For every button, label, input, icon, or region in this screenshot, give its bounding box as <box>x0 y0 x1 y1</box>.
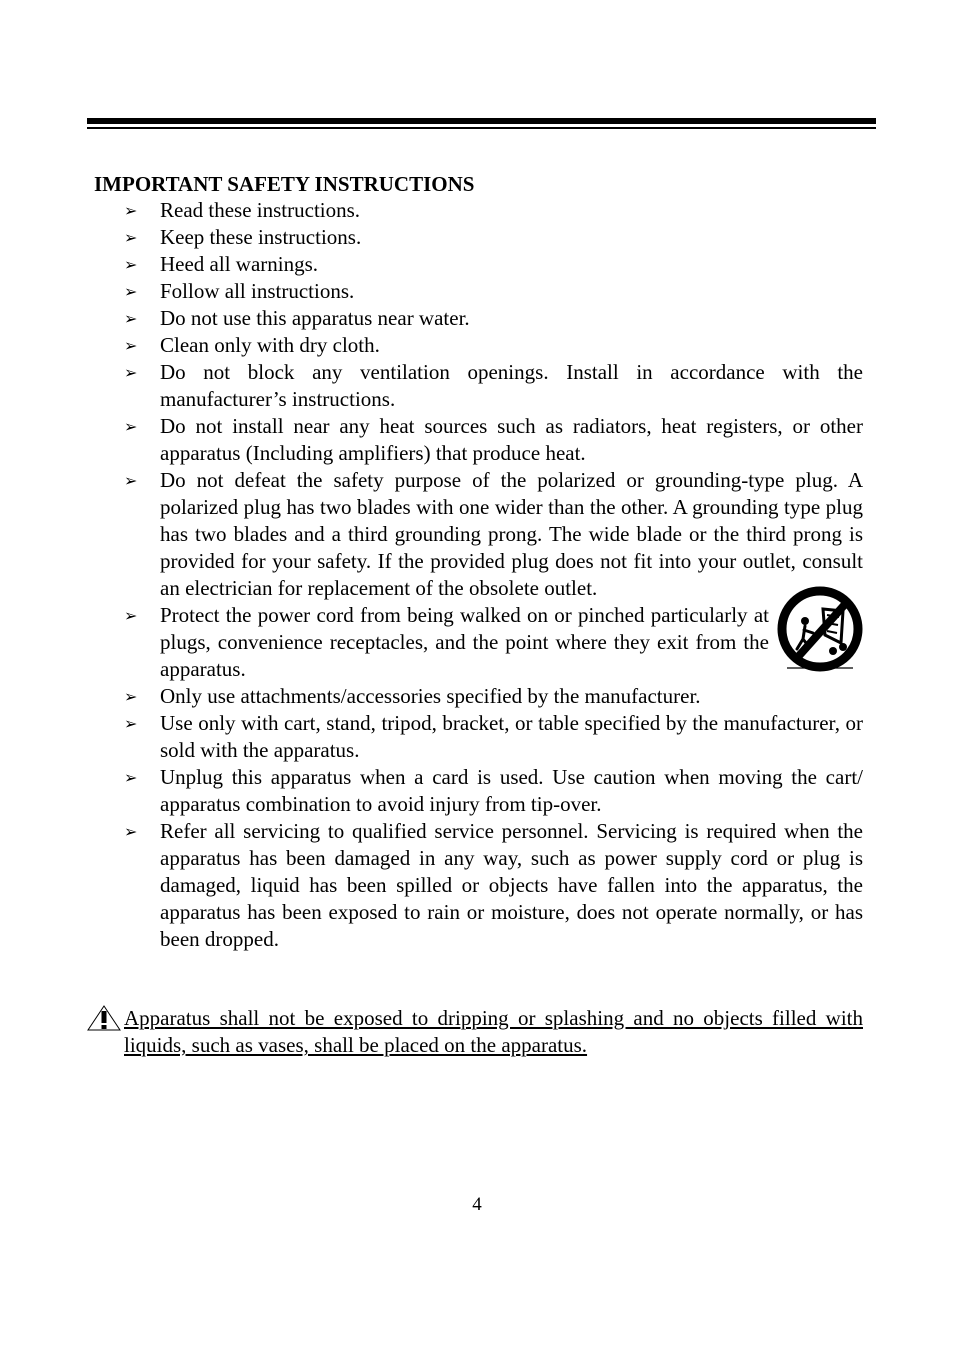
list-item: ➢ Refer all servicing to qualified service personnel. Servicing is required when the apparatus has been damaged in any way, such as power supply cord or plug is damaged, liquid has been spilled or objects have fallen into the apparatus, the apparatus has been exposed to rain or moisture, does not operate normally, or has been dropped. <box>124 819 863 951</box>
arrowhead-bullet-icon: ➢ <box>124 336 138 355</box>
list-item: ➢ Follow all instructions. <box>124 279 355 303</box>
list-item: ➢ Heed all warnings. <box>124 252 319 276</box>
arrowhead-bullet-icon: ➢ <box>124 255 138 274</box>
list-item: ➢ Do not install near any heat sources such as radiators, heat registers, or other apparatus (Including amplifiers) that produce heat. <box>124 414 863 465</box>
instruction-list <box>124 197 863 953</box>
arrowhead-bullet-icon: ➢ <box>124 201 138 220</box>
arrowhead-bullet-icon: ➢ <box>124 471 138 490</box>
arrowhead-bullet-icon: ➢ <box>124 417 138 436</box>
page-number: 4 <box>472 1194 482 1215</box>
header-rule-thick <box>87 118 876 124</box>
list-item: ➢ Clean only with dry cloth. <box>124 333 380 357</box>
header-rule-thin <box>87 127 876 129</box>
list-item: ➢ Read these instructions. <box>124 198 361 222</box>
list-item: ➢ Use only with cart, stand, tripod, bracket, or table specified by the manufacturer, or sold with the apparatus. <box>124 711 863 762</box>
arrowhead-bullet-icon: ➢ <box>124 768 138 787</box>
list-item: ➢ Do not block any ventilation openings. Install in accordance with the manufacturer’s instructions. <box>124 360 863 411</box>
list-item: ➢ Only use attachments/accessories specified by the manufacturer. <box>124 684 701 708</box>
arrowhead-bullet-icon: ➢ <box>124 687 138 706</box>
page-title: IMPORTANT SAFETY INSTRUCTIONS <box>94 172 475 196</box>
list-item: ➢ Do not defeat the safety purpose of the polarized or grounding-type plug. A polarized plug has two blades with one wider than the other. A grounding type plug has two blades and a third grounding prong. The wide blade or the third prong is provided for your safety. If the provided plug does not fit into your outlet, consult an electrician for replacement of the obsolete outlet. <box>124 468 863 600</box>
list-item: ➢ Unplug this apparatus when a card is used. Use caution when moving the cart/ apparatus combination to avoid injury from tip-over. <box>124 765 863 816</box>
liquid-warning-note: Apparatus shall not be exposed to dripping or splashing and no objects filled with liquids, such as vases, shall be placed on the apparatus. <box>124 1006 863 1057</box>
arrowhead-bullet-icon: ➢ <box>124 363 138 382</box>
arrowhead-bullet-icon: ➢ <box>124 282 138 301</box>
arrowhead-bullet-icon: ➢ <box>124 822 138 841</box>
list-item: ➢ Protect the power cord from being walked on or pinched particularly at plugs, convenience receptacles, and the point where they exit from the apparatus. <box>124 602 863 683</box>
list-item: ➢ Keep these instructions. <box>124 225 362 249</box>
cart-tip-over-warning-icon <box>775 585 871 681</box>
exclamation-triangle-icon <box>86 1004 122 1032</box>
arrowhead-bullet-icon: ➢ <box>124 309 138 328</box>
list-item: ➢ Do not use this apparatus near water. <box>124 306 470 330</box>
arrowhead-bullet-icon: ➢ <box>124 606 138 625</box>
arrowhead-bullet-icon: ➢ <box>124 714 138 733</box>
arrowhead-bullet-icon: ➢ <box>124 228 138 247</box>
